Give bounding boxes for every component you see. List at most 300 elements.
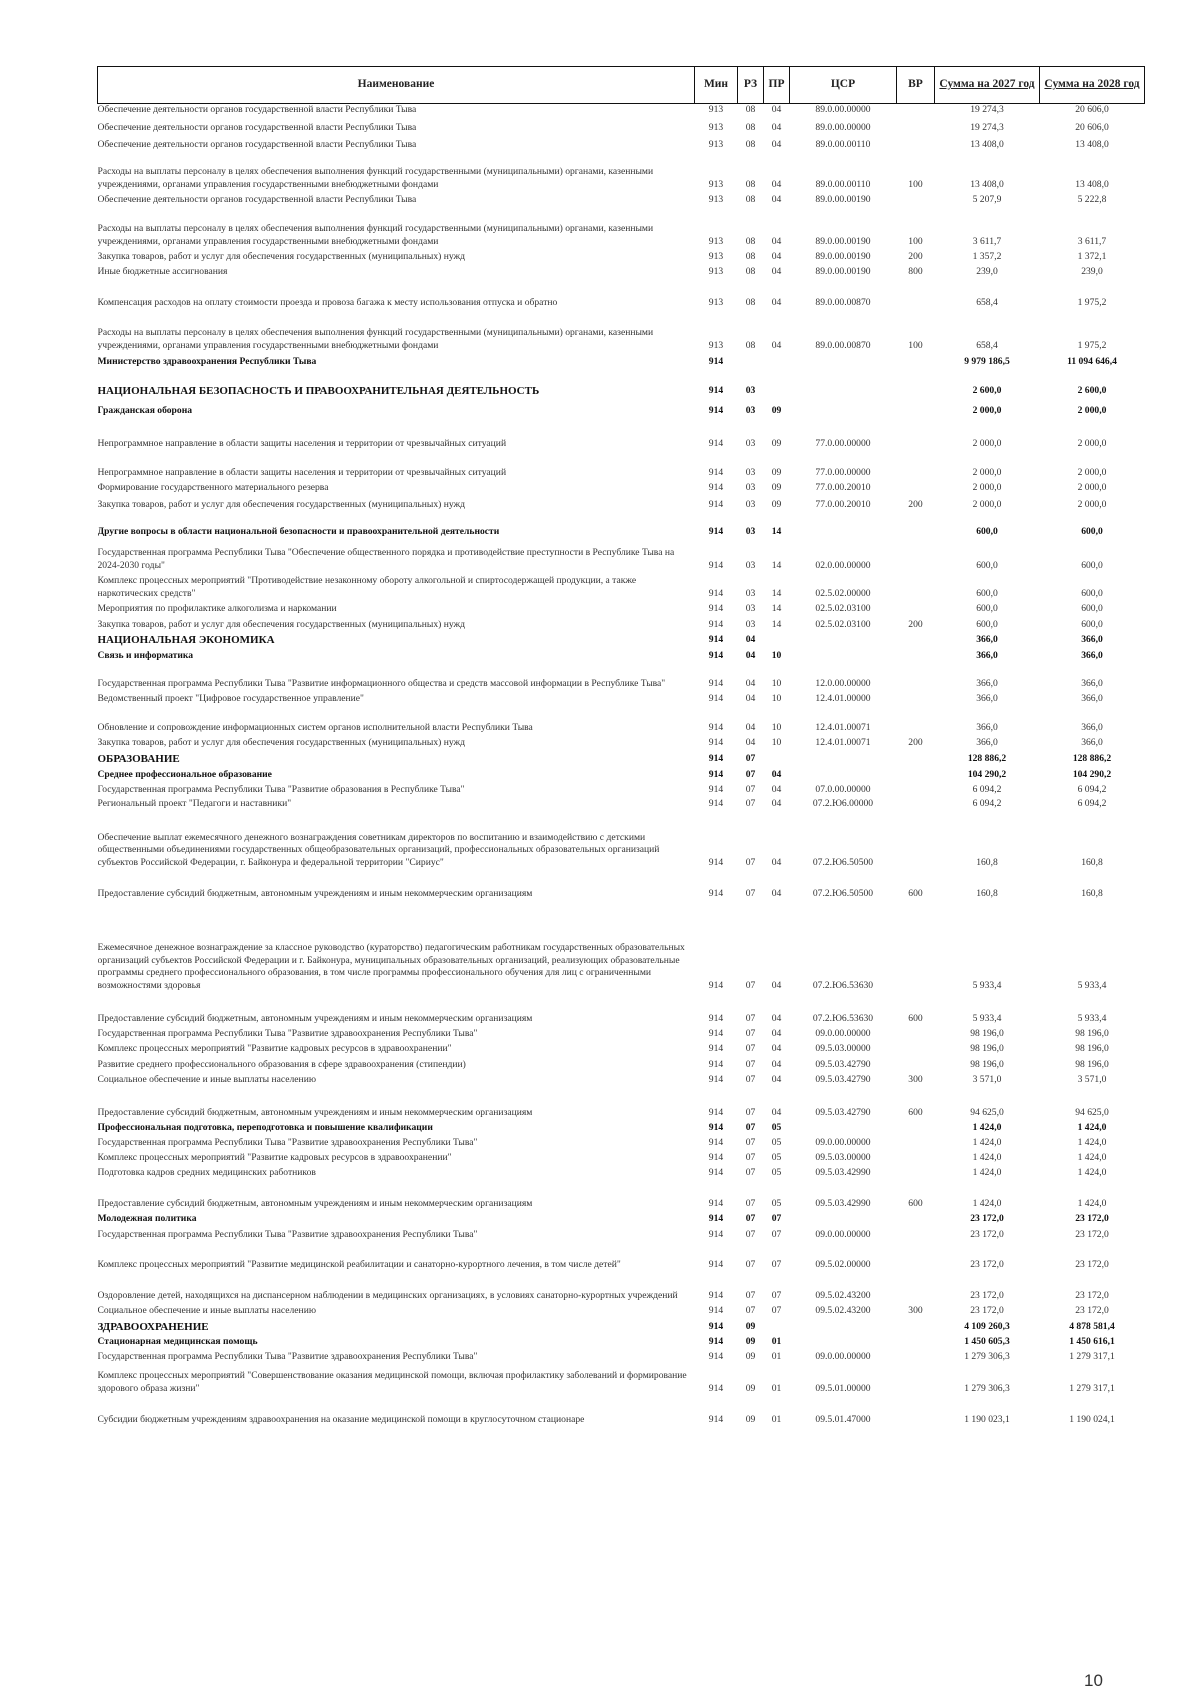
table-row: [98, 117, 1145, 135]
cell-sum-2027: 1 424,0: [972, 1198, 1002, 1209]
cell-min: 913: [708, 194, 724, 205]
cell-vr: [897, 647, 935, 663]
cell-vr: 600: [908, 888, 923, 899]
cell-min: 913: [708, 266, 724, 277]
cell-vr: [897, 782, 935, 797]
cell-name: Расходы на выплаты персоналу в целях обеспечения выполнения функций государственными (муниципальными) органами, казенными учреждениями, органами управления государственными внебюджетными фондами: [97, 166, 654, 190]
cell-rz: 03: [745, 499, 756, 510]
cell-sum-2027: 600,0: [976, 588, 998, 599]
cell-rz: 08: [745, 139, 756, 150]
cell-vr: [897, 766, 935, 782]
cell-min: 914: [708, 1305, 724, 1316]
cell-vr: 200: [908, 619, 923, 630]
cell-sum-2028: 4 878 581,4: [1069, 1321, 1115, 1332]
cell-rz: 09: [745, 1351, 756, 1362]
cell-vr: [897, 1120, 935, 1135]
column-header-name: Наименование: [98, 67, 695, 104]
cell-min: 914: [708, 1213, 724, 1224]
cell-sum-2028: 600,0: [1081, 619, 1103, 630]
cell-sum-2027: 160,8: [976, 888, 998, 899]
cell-vr: [897, 663, 935, 691]
cell-sum-2027: 366,0: [976, 737, 998, 748]
cell-csr: [790, 1334, 897, 1349]
cell-min: 914: [708, 1414, 724, 1425]
cell-sum-2028: 13 408,0: [1075, 139, 1109, 150]
cell-rz: 08: [745, 194, 756, 205]
cell-sum-2027: 98 196,0: [970, 1043, 1004, 1054]
cell-sum-2027: 1 424,0: [972, 1152, 1002, 1163]
cell-sum-2028: 160,8: [1081, 857, 1103, 868]
cell-name: Закупка товаров, работ и услуг для обеспечения государственных (муниципальных) нужд: [97, 251, 466, 262]
cell-sum-2027: 366,0: [976, 678, 998, 689]
cell-sum-2028: 1 424,0: [1077, 1122, 1107, 1133]
cell-min: 913: [708, 139, 724, 150]
table-body: [98, 104, 1145, 1427]
cell-pr: 14: [771, 526, 782, 537]
cell-sum-2028: 1 424,0: [1077, 1152, 1107, 1163]
cell-csr: 07.2.Ю6.00000: [812, 798, 874, 809]
cell-name: Развитие среднего профессионального образования в сфере здравоохранения (стипендии): [97, 1059, 466, 1070]
table-row: [98, 706, 1145, 735]
cell-sum-2028: 94 625,0: [1075, 1107, 1109, 1118]
cell-rz: 04: [745, 693, 756, 704]
table-row: [98, 279, 1145, 310]
cell-name: Государственная программа Республики Тыва "Обеспечение общественного порядка и противодействие преступности в Республике Тыва на 2024-2030 годы": [97, 547, 675, 571]
cell-pr: 04: [771, 1028, 782, 1039]
cell-csr: [790, 647, 897, 663]
cell-sum-2028: 20 606,0: [1075, 122, 1109, 133]
cell-pr: 01: [771, 1414, 782, 1425]
cell-csr: 12.4.01.00071: [815, 722, 871, 733]
table-row: [98, 249, 1145, 264]
cell-vr: [897, 1272, 935, 1303]
cell-sum-2027: 658,4: [976, 297, 998, 308]
cell-pr: 07: [771, 1213, 782, 1224]
table-row: [98, 451, 1145, 480]
cell-pr: 10: [771, 650, 782, 661]
cell-rz: 08: [745, 179, 756, 190]
cell-rz: 07: [745, 798, 756, 809]
cell-name: Государственная программа Республики Тыва "Развитие здравоохранения Республики Тыва": [97, 1351, 478, 1362]
table-row: [98, 632, 1145, 647]
cell-rz: 07: [745, 769, 756, 780]
table-row: [98, 1242, 1145, 1272]
cell-csr: [790, 750, 897, 766]
cell-vr: 100: [908, 236, 923, 247]
cell-sum-2028: 1 279 317,1: [1069, 1351, 1115, 1362]
cell-csr: 89.0.00.00190: [815, 194, 871, 205]
cell-min: 914: [708, 1167, 724, 1178]
cell-name: Компенсация расходов на оплату стоимости проезда и провоза багажа к месту использования отпуска и обратно: [97, 297, 558, 308]
cell-rz: 07: [745, 1167, 756, 1178]
table-row: [98, 1041, 1145, 1056]
table-row: [98, 1165, 1145, 1180]
cell-vr: 200: [908, 251, 923, 262]
cell-min: 914: [708, 753, 724, 764]
cell-name: Обеспечение выплат ежемесячного денежного вознаграждения советникам директоров по воспитанию и взаимодействию с детскими общественными объединениями государственных общеобразовательных организаций, профессиональных образовательных организаций субъектов Российской Федерации, г. Байконура и федеральной территории "Сириус": [97, 831, 660, 868]
cell-min: 913: [708, 236, 724, 247]
table-row: [98, 1211, 1145, 1226]
cell-csr: 09.5.03.00000: [815, 1043, 871, 1054]
cell-sum-2028: 23 172,0: [1075, 1259, 1109, 1270]
table-row: [98, 573, 1145, 601]
cell-name: Обеспечение деятельности органов государственной власти Республики Тыва: [97, 194, 417, 205]
table-row: [98, 663, 1145, 691]
table-row: [98, 1364, 1145, 1396]
cell-rz: [738, 353, 764, 369]
cell-name: Иные бюджетные ассигнования: [97, 266, 228, 277]
cell-min: 913: [708, 104, 724, 115]
column-header-sum-2028: Сумма на 2028 год: [1040, 67, 1145, 104]
cell-csr: [790, 1318, 897, 1334]
table-row: [98, 480, 1145, 495]
cell-vr: [897, 706, 935, 735]
cell-csr: 07.2.Ю6.50500: [812, 857, 874, 868]
cell-vr: 200: [908, 499, 923, 510]
cell-pr: 09: [771, 438, 782, 449]
cell-pr: 05: [771, 1198, 782, 1209]
cell-min: 913: [708, 297, 724, 308]
cell-min: 914: [708, 1259, 724, 1270]
cell-sum-2028: 1 279 317,1: [1069, 1383, 1115, 1394]
cell-sum-2027: 1 279 306,3: [964, 1351, 1010, 1362]
cell-sum-2027: 6 094,2: [972, 784, 1002, 795]
cell-pr: 04: [771, 857, 782, 868]
cell-name: НАЦИОНАЛЬНАЯ БЕЗОПАСНОСТЬ И ПРАВООХРАНИТЕЛЬНАЯ ДЕЯТЕЛЬНОСТЬ: [97, 385, 540, 397]
cell-sum-2027: 23 172,0: [970, 1259, 1004, 1270]
cell-sum-2028: 2 600,0: [1077, 385, 1107, 396]
cell-rz: 03: [745, 385, 756, 396]
column-header-pr: ПР: [764, 67, 790, 104]
cell-sum-2027: 6 094,2: [972, 798, 1002, 809]
cell-rz: 08: [745, 297, 756, 308]
cell-vr: 600: [908, 1198, 923, 1209]
table-row: [98, 766, 1145, 782]
cell-pr: 04: [771, 1059, 782, 1070]
cell-name: Обеспечение деятельности органов государственной власти Республики Тыва: [97, 104, 417, 115]
cell-rz: 08: [745, 251, 756, 262]
cell-name: Обеспечение деятельности органов государственной власти Республики Тыва: [97, 139, 417, 150]
cell-pr: 04: [771, 1074, 782, 1085]
cell-name: Комплекс процессных мероприятий "Совершенствование оказания медицинской помощи, включая профилактику заболеваний и формирование здорового образа жизни": [97, 1370, 687, 1394]
cell-sum-2028: 1 424,0: [1077, 1167, 1107, 1178]
cell-rz: 07: [745, 1198, 756, 1209]
cell-sum-2027: 13 408,0: [970, 179, 1004, 190]
table-row: [98, 135, 1145, 152]
table-row: [98, 398, 1145, 418]
cell-sum-2027: 94 625,0: [970, 1107, 1004, 1118]
cell-sum-2027: 366,0: [976, 693, 998, 704]
cell-name: Другие вопросы в области национальной безопасности и правоохранительной деятельности: [97, 526, 500, 537]
table-row: [98, 1135, 1145, 1150]
table-row: [98, 647, 1145, 663]
cell-sum-2028: 23 172,0: [1075, 1229, 1109, 1240]
cell-rz: 07: [745, 1043, 756, 1054]
cell-min: 914: [708, 1383, 724, 1394]
cell-pr: 04: [771, 1107, 782, 1118]
table-row: [98, 782, 1145, 797]
cell-pr: [764, 369, 790, 398]
cell-pr: 01: [771, 1336, 782, 1347]
cell-sum-2027: 600,0: [976, 619, 998, 630]
cell-sum-2027: 9 979 186,5: [964, 356, 1010, 367]
column-header-rz: РЗ: [738, 67, 764, 104]
cell-min: 914: [708, 438, 724, 449]
table-row: [98, 616, 1145, 632]
table-row: [98, 512, 1145, 539]
cell-name: Предоставление субсидий бюджетным, автономным учреждениям и иным некоммерческим организациям: [97, 1013, 533, 1024]
cell-name: Среднее профессиональное образование: [97, 769, 272, 780]
cell-rz: 07: [745, 980, 756, 991]
cell-sum-2027: 1 424,0: [972, 1137, 1002, 1148]
cell-sum-2028: 1 975,2: [1077, 297, 1107, 308]
cell-min: 913: [708, 122, 724, 133]
cell-sum-2028: 128 886,2: [1072, 753, 1112, 764]
cell-pr: 14: [771, 588, 782, 599]
cell-csr: 09.5.03.42790: [815, 1107, 871, 1118]
cell-sum-2027: 5 933,4: [972, 1013, 1002, 1024]
cell-pr: 04: [771, 340, 782, 351]
cell-vr: [897, 1334, 935, 1349]
column-header-sum-2027: Сумма на 2027 год: [935, 67, 1040, 104]
cell-sum-2028: 1 372,1: [1077, 251, 1107, 262]
table-row: [98, 1349, 1145, 1364]
table-row: [98, 1180, 1145, 1211]
cell-vr: [897, 117, 935, 135]
cell-vr: [897, 1165, 935, 1180]
cell-name: Оздоровление детей, находящихся на диспансерном наблюдении в медицинских организациях, в условиях санаторно-курортных учреждений: [97, 1290, 678, 1301]
cell-sum-2027: 1 424,0: [972, 1167, 1002, 1178]
table-row: [98, 539, 1145, 573]
cell-min: 914: [708, 385, 724, 396]
cell-csr: 09.5.03.00000: [815, 1152, 871, 1163]
cell-name: Государственная программа Республики Тыва "Развитие образования в Республике Тыва": [97, 784, 465, 795]
cell-pr: 04: [771, 1013, 782, 1024]
cell-sum-2028: 600,0: [1081, 526, 1103, 537]
cell-rz: 09: [745, 1321, 756, 1332]
cell-vr: [897, 192, 935, 207]
cell-pr: 14: [771, 560, 782, 571]
cell-vr: [897, 1135, 935, 1150]
cell-csr: 77.0.00.00000: [815, 438, 871, 449]
cell-vr: 100: [908, 340, 923, 351]
cell-pr: 09: [771, 467, 782, 478]
cell-csr: 09.0.00.00000: [815, 1137, 871, 1148]
cell-sum-2028: 2 000,0: [1077, 499, 1107, 510]
cell-sum-2027: 5 207,9: [972, 194, 1002, 205]
cell-csr: [790, 632, 897, 647]
cell-sum-2028: 6 094,2: [1077, 784, 1107, 795]
cell-sum-2027: 1 357,2: [972, 251, 1002, 262]
cell-name: Комплекс процессных мероприятий "Противодействие незаконному обороту алкогольной и спиртосодержащей продукции, а также наркотических средств": [97, 575, 637, 599]
table-row: [98, 1226, 1145, 1242]
table-row: [98, 495, 1145, 512]
table-row: [98, 797, 1145, 811]
cell-vr: [897, 512, 935, 539]
cell-pr: 04: [771, 104, 782, 115]
table-row: [98, 353, 1145, 369]
cell-vr: [897, 539, 935, 573]
table-row: [98, 1056, 1145, 1072]
cell-rz: 04: [745, 650, 756, 661]
cell-pr: 04: [771, 769, 782, 780]
cell-vr: [897, 369, 935, 398]
cell-name: Комплекс процессных мероприятий "Развитие кадровых ресурсов в здравоохранении": [97, 1043, 452, 1054]
cell-name: НАЦИОНАЛЬНАЯ ЭКОНОМИКА: [97, 634, 275, 646]
cell-sum-2027: 98 196,0: [970, 1028, 1004, 1039]
cell-min: 913: [708, 340, 724, 351]
cell-csr: 02.0.00.00000: [815, 560, 871, 571]
cell-name: Связь и информатика: [97, 650, 194, 661]
cell-name: Ежемесячное денежное вознаграждение за классное руководство (кураторство) педагогическим работникам государственных образовательных организаций субъектов Российской Федерации и г. Байконура, муниципальных образовательных организаций, реализующих образовательные программы среднего профессионального образования, в том числе программы профессионального обучения для лиц с ограниченными возможностями здоровья: [97, 942, 685, 991]
table-row: [98, 1087, 1145, 1120]
table-row: [98, 152, 1145, 192]
cell-sum-2027: 2 000,0: [972, 405, 1002, 416]
cell-name: Обновление и сопровождение информационных систем органов исполнительной власти Республики Тыва: [97, 722, 533, 733]
cell-sum-2028: 5 933,4: [1077, 980, 1107, 991]
cell-min: 914: [708, 482, 724, 493]
cell-sum-2027: 23 172,0: [970, 1229, 1004, 1240]
cell-sum-2028: 13 408,0: [1075, 179, 1109, 190]
cell-rz: 07: [745, 1059, 756, 1070]
cell-vr: [897, 135, 935, 152]
cell-csr: 89.0.00.00000: [815, 104, 871, 115]
cell-pr: 07: [771, 1229, 782, 1240]
cell-pr: 10: [771, 678, 782, 689]
cell-csr: [790, 512, 897, 539]
cell-vr: 300: [908, 1074, 923, 1085]
cell-pr: 05: [771, 1152, 782, 1163]
cell-csr: 89.0.00.00870: [815, 297, 871, 308]
cell-sum-2027: 160,8: [976, 857, 998, 868]
cell-rz: 07: [745, 1229, 756, 1240]
cell-min: 914: [708, 526, 724, 537]
cell-min: 914: [708, 1198, 724, 1209]
cell-rz: 07: [745, 1122, 756, 1133]
cell-csr: 12.4.01.00000: [815, 693, 871, 704]
cell-pr: 09: [771, 499, 782, 510]
cell-csr: 77.0.00.00000: [815, 467, 871, 478]
cell-rz: 07: [745, 753, 756, 764]
cell-sum-2028: 6 094,2: [1077, 798, 1107, 809]
cell-vr: [897, 797, 935, 811]
cell-vr: [897, 750, 935, 766]
cell-vr: 300: [908, 1305, 923, 1316]
cell-rz: 07: [745, 1137, 756, 1148]
cell-csr: 89.0.00.00110: [815, 139, 871, 150]
cell-csr: 09.5.01.00000: [815, 1383, 871, 1394]
cell-csr: 77.0.00.20010: [815, 499, 871, 510]
table-row: [98, 310, 1145, 353]
cell-min: 914: [708, 560, 724, 571]
cell-sum-2028: 1 975,2: [1077, 340, 1107, 351]
cell-min: 914: [708, 1336, 724, 1347]
cell-vr: [897, 1396, 935, 1427]
table-row: [98, 1318, 1145, 1334]
cell-vr: 100: [908, 179, 923, 190]
cell-name: Субсидии бюджетным учреждениям здравоохранения на оказание медицинской помощи в круглосуточном стационаре: [97, 1414, 585, 1425]
cell-sum-2027: 2 600,0: [972, 385, 1002, 396]
cell-vr: [897, 901, 935, 993]
cell-min: 914: [708, 1013, 724, 1024]
cell-csr: 09.5.02.43200: [815, 1305, 871, 1316]
cell-sum-2027: 658,4: [976, 340, 998, 351]
cell-min: 914: [708, 1043, 724, 1054]
cell-name: ЗДРАВООХРАНЕНИЕ: [97, 1321, 209, 1333]
cell-pr: 05: [771, 1122, 782, 1133]
cell-rz: 08: [745, 104, 756, 115]
cell-csr: 09.5.02.00000: [815, 1259, 871, 1270]
cell-sum-2028: 2 000,0: [1077, 467, 1107, 478]
cell-name: Предоставление субсидий бюджетным, автономным учреждениям и иным некоммерческим организациям: [97, 1107, 533, 1118]
cell-pr: 10: [771, 737, 782, 748]
cell-sum-2027: 1 190 023,1: [964, 1414, 1010, 1425]
cell-name: Непрограммное направление в области защиты населения и территории от чрезвычайных ситуаций: [97, 467, 507, 478]
cell-csr: 12.4.01.00071: [815, 737, 871, 748]
cell-name: Формирование государственного материального резерва: [97, 482, 329, 493]
cell-csr: 07.2.Ю6.53630: [812, 980, 874, 991]
cell-sum-2027: 2 000,0: [972, 482, 1002, 493]
table-row: [98, 264, 1145, 279]
cell-min: 914: [708, 1028, 724, 1039]
cell-pr: 10: [771, 722, 782, 733]
cell-vr: [897, 1226, 935, 1242]
cell-sum-2028: 23 172,0: [1075, 1290, 1109, 1301]
cell-name: Государственная программа Республики Тыва "Развитие информационного общества и средств массовой информации в Республике Тыва": [97, 678, 666, 689]
cell-pr: [764, 353, 790, 369]
table-row: [98, 1120, 1145, 1135]
table-row: [98, 1334, 1145, 1349]
cell-vr: [897, 451, 935, 480]
table-row: [98, 1026, 1145, 1041]
cell-rz: 09: [745, 1383, 756, 1394]
cell-sum-2028: 1 450 616,1: [1069, 1336, 1115, 1347]
cell-sum-2027: 1 450 605,3: [964, 1336, 1010, 1347]
cell-sum-2028: 20 606,0: [1075, 104, 1109, 115]
cell-sum-2028: 3 611,7: [1077, 236, 1107, 247]
cell-sum-2027: 19 274,3: [970, 122, 1004, 133]
cell-pr: 04: [771, 236, 782, 247]
cell-csr: 02.5.02.03100: [815, 603, 871, 614]
cell-sum-2028: 98 196,0: [1075, 1059, 1109, 1070]
cell-name: Подготовка кадров средних медицинских работников: [97, 1167, 316, 1178]
cell-vr: [897, 480, 935, 495]
cell-csr: 07.2.Ю6.53630: [812, 1013, 874, 1024]
cell-rz: 09: [745, 1414, 756, 1425]
cell-min: 914: [708, 693, 724, 704]
cell-sum-2028: 600,0: [1081, 588, 1103, 599]
table-row: [98, 993, 1145, 1026]
budget-sheet: [97, 66, 1144, 1427]
cell-min: 914: [708, 1152, 724, 1163]
cell-name: Расходы на выплаты персоналу в целях обеспечения выполнения функций государственными (муниципальными) органами, казенными учреждениями, органами управления государственными внебюджетными фондами: [97, 327, 654, 351]
table-row: [98, 601, 1145, 616]
cell-sum-2027: 98 196,0: [970, 1059, 1004, 1070]
cell-sum-2028: 160,8: [1081, 888, 1103, 899]
cell-rz: 03: [745, 603, 756, 614]
cell-min: 914: [708, 798, 724, 809]
cell-min: 914: [708, 1321, 724, 1332]
cell-csr: 89.0.00.00000: [815, 122, 871, 133]
cell-pr: 05: [771, 1137, 782, 1148]
cell-name: Ведомственный проект "Цифровое государственное управление": [97, 693, 364, 704]
cell-sum-2028: 104 290,2: [1072, 769, 1112, 780]
cell-sum-2027: 366,0: [976, 650, 998, 661]
cell-min: 914: [708, 356, 724, 367]
cell-min: 914: [708, 405, 724, 416]
cell-csr: 09.0.00.00000: [815, 1028, 871, 1039]
cell-sum-2027: 23 172,0: [970, 1305, 1004, 1316]
